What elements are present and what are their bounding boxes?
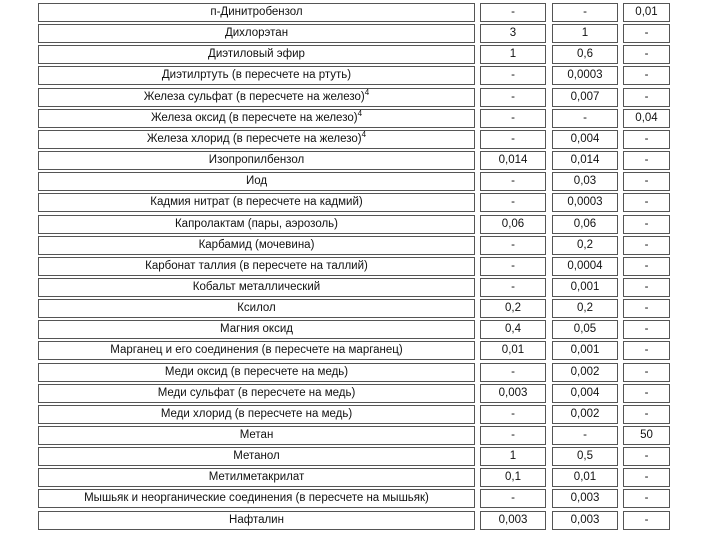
value-cell-1: 0,01 bbox=[480, 341, 546, 360]
value-cell-2: 0,0003 bbox=[552, 66, 618, 85]
substance-name-cell bbox=[38, 468, 475, 487]
value-cell-3: 0,04 bbox=[623, 109, 670, 128]
value-cell-1: - bbox=[480, 278, 546, 297]
value-cell-1: - bbox=[480, 236, 546, 255]
substance-name-cell bbox=[38, 88, 475, 107]
substance-name-cell bbox=[38, 151, 475, 170]
substance-name: Метан bbox=[239, 429, 274, 441]
substance-name-cell bbox=[38, 363, 475, 382]
table-row bbox=[38, 24, 670, 43]
value-cell-1: 3 bbox=[480, 24, 546, 43]
value-cell-3: - bbox=[623, 88, 670, 107]
table-row bbox=[38, 320, 670, 339]
value-cell-2: - bbox=[552, 109, 618, 128]
table-row bbox=[38, 257, 670, 276]
value-cell-1: - bbox=[480, 172, 546, 191]
substance-name: Кобальт металлический bbox=[192, 280, 321, 293]
value-cell-1: - bbox=[480, 405, 546, 424]
value-cell-3: - bbox=[623, 447, 670, 466]
value-cell-2: - bbox=[552, 426, 618, 445]
substance-name-cell bbox=[38, 299, 475, 318]
substance-name-cell bbox=[38, 426, 475, 445]
value-cell-3: - bbox=[623, 193, 670, 212]
substance-name-cell bbox=[38, 447, 475, 466]
substance-name-cell bbox=[38, 193, 475, 212]
table-row bbox=[38, 468, 670, 487]
value-cell-1: 0,014 bbox=[480, 151, 546, 170]
substance-name-cell bbox=[38, 130, 475, 149]
substance-name: Нафталин bbox=[229, 513, 284, 526]
substance-name-cell bbox=[38, 66, 475, 85]
value-cell-2: 0,004 bbox=[552, 130, 618, 149]
substance-name-cell bbox=[38, 109, 475, 128]
value-cell-1: - bbox=[480, 3, 546, 22]
value-cell-1: 0,2 bbox=[480, 299, 546, 318]
substance-name-cell bbox=[38, 3, 475, 22]
value-cell-2: 0,007 bbox=[552, 88, 618, 107]
value-cell-3: - bbox=[623, 151, 670, 170]
value-cell-1: 1 bbox=[480, 447, 546, 466]
table-row bbox=[38, 193, 670, 212]
substance-name: Железа хлорид (в пересчете на железо) bbox=[146, 132, 362, 145]
substance-name: Капролактам (пары, аэрозоль) bbox=[174, 217, 338, 230]
substance-name-cell bbox=[38, 172, 475, 191]
table-row bbox=[38, 151, 670, 170]
value-cell-2: 0,03 bbox=[552, 172, 618, 191]
substance-name: Диэтилртуть (в пересчете на ртуть) bbox=[161, 69, 352, 82]
substance-name: Магния оксид bbox=[220, 323, 293, 336]
value-cell-1: 0,003 bbox=[480, 384, 546, 403]
value-cell-2: 0,0004 bbox=[552, 257, 618, 276]
substance-name: Диэтиловый эфир bbox=[208, 48, 305, 61]
value-cell-2: 0,014 bbox=[552, 151, 618, 170]
value-cell-2: 0,003 bbox=[552, 511, 618, 530]
substance-name-cell bbox=[38, 341, 475, 360]
value-cell-1: - bbox=[480, 257, 546, 276]
value-cell-1: - bbox=[480, 426, 546, 445]
substance-name-cell bbox=[38, 24, 475, 43]
value-cell-1: 1 bbox=[480, 45, 546, 64]
value-cell-3: - bbox=[623, 363, 670, 382]
value-cell-1: 0,06 bbox=[480, 215, 546, 234]
table-row bbox=[38, 278, 670, 297]
substance-name: Марганец и его соединения (в пересчете на марганец) bbox=[110, 344, 403, 357]
value-cell-2: 0,0003 bbox=[552, 193, 618, 212]
table-row bbox=[38, 341, 670, 360]
substance-name: п-Динитробензол bbox=[210, 6, 303, 18]
table-row bbox=[38, 236, 670, 255]
table-row bbox=[38, 363, 670, 382]
footnote-mark: 4 bbox=[364, 87, 370, 97]
value-cell-3: - bbox=[623, 320, 670, 339]
substance-name: Метилметакрилат bbox=[208, 471, 305, 484]
substance-name: Меди хлорид (в пересчете на медь) bbox=[160, 407, 353, 420]
substance-name: Железа сульфат (в пересчете на железо) bbox=[143, 90, 365, 103]
table-row bbox=[38, 426, 670, 445]
substance-name: Ксилол bbox=[237, 302, 276, 315]
value-cell-2: 0,004 bbox=[552, 384, 618, 403]
substance-name: Изопропилбензол bbox=[208, 154, 305, 167]
value-cell-3: - bbox=[623, 24, 670, 43]
substance-name-cell bbox=[38, 405, 475, 424]
value-cell-2: 0,05 bbox=[552, 320, 618, 339]
substance-name-cell bbox=[38, 236, 475, 255]
value-cell-2: 0,2 bbox=[552, 236, 618, 255]
substance-name-cell bbox=[38, 320, 475, 339]
substance-name: Меди сульфат (в пересчете на медь) bbox=[157, 386, 356, 399]
substance-name: Кадмия нитрат (в пересчете на кадмий) bbox=[150, 196, 363, 209]
value-cell-2: 0,01 bbox=[552, 468, 618, 487]
table-row bbox=[38, 447, 670, 466]
footnote-mark: 4 bbox=[361, 130, 367, 140]
value-cell-3: - bbox=[623, 215, 670, 234]
value-cell-2: 0,06 bbox=[552, 215, 618, 234]
value-cell-3: - bbox=[623, 236, 670, 255]
table-row bbox=[38, 489, 670, 508]
value-cell-2: 0,002 bbox=[552, 405, 618, 424]
value-cell-2: 0,001 bbox=[552, 278, 618, 297]
value-cell-3: - bbox=[623, 384, 670, 403]
table-row bbox=[38, 88, 670, 107]
value-cell-3: - bbox=[623, 299, 670, 318]
value-cell-3: - bbox=[623, 257, 670, 276]
table-row bbox=[38, 299, 670, 318]
substance-name-cell bbox=[38, 215, 475, 234]
table-row bbox=[38, 405, 670, 424]
substance-name: Дихлорэтан bbox=[224, 27, 289, 40]
table-row bbox=[38, 384, 670, 403]
table-row bbox=[38, 511, 670, 530]
table-row bbox=[38, 130, 670, 149]
substance-name: Меди оксид (в пересчете на медь) bbox=[164, 365, 349, 378]
value-cell-3: - bbox=[623, 468, 670, 487]
value-cell-1: - bbox=[480, 489, 546, 508]
value-cell-2: 0,003 bbox=[552, 489, 618, 508]
substance-name: Карбамид (мочевина) bbox=[198, 238, 315, 251]
value-cell-2: 0,002 bbox=[552, 363, 618, 382]
value-cell-3: 0,01 bbox=[623, 3, 670, 22]
value-cell-3: - bbox=[623, 278, 670, 297]
table-row bbox=[38, 172, 670, 191]
value-cell-3: 50 bbox=[623, 426, 670, 445]
value-cell-1: - bbox=[480, 88, 546, 107]
value-cell-3: - bbox=[623, 489, 670, 508]
substance-name-cell bbox=[38, 278, 475, 297]
value-cell-2: 0,001 bbox=[552, 341, 618, 360]
substance-name-cell bbox=[38, 384, 475, 403]
value-cell-1: - bbox=[480, 193, 546, 212]
value-cell-3: - bbox=[623, 341, 670, 360]
table-row bbox=[38, 109, 670, 128]
table-row bbox=[38, 3, 670, 22]
value-cell-1: 0,003 bbox=[480, 511, 546, 530]
value-cell-2: 0,6 bbox=[552, 45, 618, 64]
value-cell-3: - bbox=[623, 130, 670, 149]
substance-name-cell bbox=[38, 45, 475, 64]
value-cell-3: - bbox=[623, 45, 670, 64]
substance-name-cell bbox=[38, 257, 475, 276]
substance-name-cell bbox=[38, 511, 475, 530]
value-cell-1: - bbox=[480, 130, 546, 149]
footnote-mark: 4 bbox=[357, 108, 363, 118]
value-cell-2: 0,2 bbox=[552, 299, 618, 318]
table-row bbox=[38, 215, 670, 234]
substance-name-cell bbox=[38, 489, 475, 508]
value-cell-1: - bbox=[480, 66, 546, 85]
substance-name: Железа оксид (в пересчете на железо) bbox=[150, 111, 358, 124]
value-cell-2: 0,5 bbox=[552, 447, 618, 466]
value-cell-1: - bbox=[480, 109, 546, 128]
value-cell-3: - bbox=[623, 172, 670, 191]
substance-name: Метанол bbox=[233, 450, 280, 463]
value-cell-3: - bbox=[623, 511, 670, 530]
substance-name: Мышьяк и неорганические соединения (в пересчете на мышьяк) bbox=[84, 492, 429, 505]
substance-name: Иод bbox=[245, 175, 268, 188]
value-cell-1: 0,4 bbox=[480, 320, 546, 339]
value-cell-1: - bbox=[480, 363, 546, 382]
value-cell-1: 0,1 bbox=[480, 468, 546, 487]
substance-name: Карбонат таллия (в пересчете на таллий) bbox=[145, 259, 368, 272]
table-row bbox=[38, 45, 670, 64]
value-cell-3: - bbox=[623, 405, 670, 424]
value-cell-2: 1 bbox=[552, 24, 618, 43]
value-cell-3: - bbox=[623, 66, 670, 85]
table-row bbox=[38, 66, 670, 85]
value-cell-2: - bbox=[552, 3, 618, 22]
